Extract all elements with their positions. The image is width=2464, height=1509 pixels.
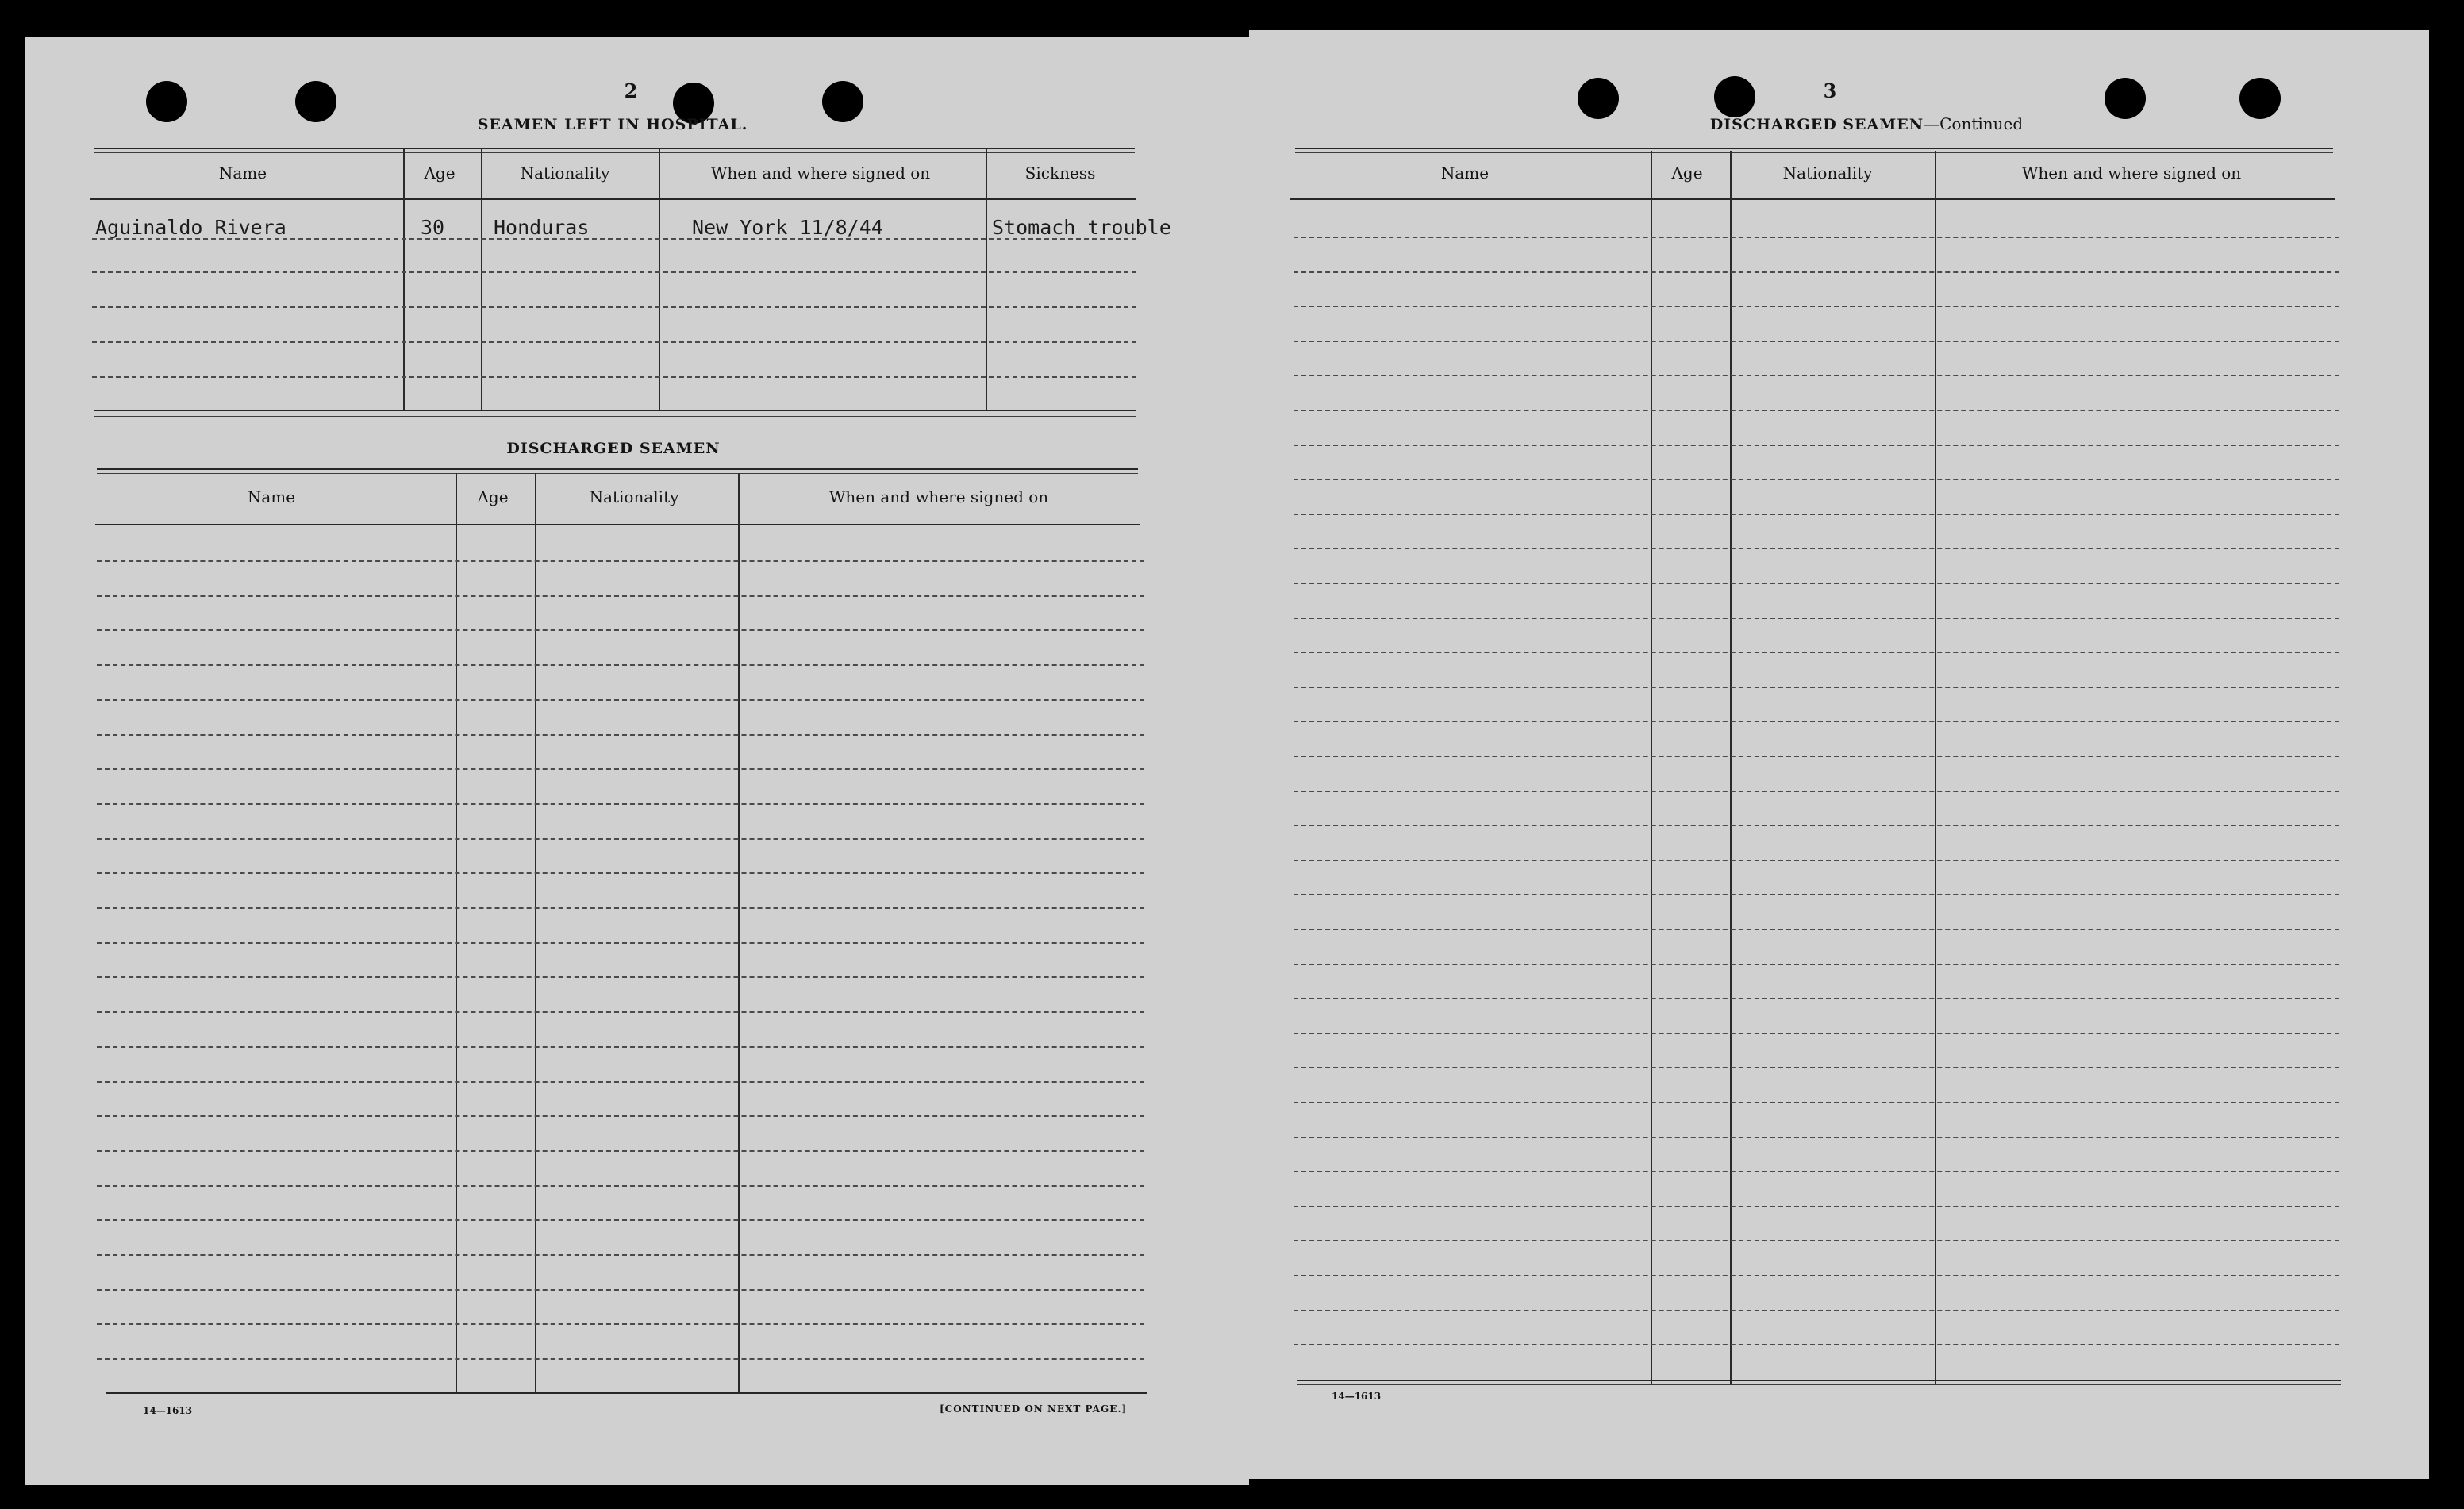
row-rule [92, 341, 1136, 343]
discharged-section-title: DISCHARGED SEAMEN [506, 440, 721, 457]
row-rule [1294, 998, 2339, 999]
row-rule [97, 560, 1144, 562]
row-rule [92, 376, 1136, 378]
row-rule [1294, 894, 2339, 895]
column-header-signed-on: When and where signed on [828, 487, 1049, 506]
row-rule [1294, 479, 2339, 480]
table-top-rule [1295, 148, 2333, 149]
row-rule [1294, 1275, 2339, 1276]
row-rule [1294, 1033, 2339, 1034]
row-rule [97, 664, 1144, 666]
table-top-rule [94, 148, 1135, 149]
table-top-rule [97, 473, 1138, 474]
row-rule [1294, 618, 2339, 619]
title-main: DISCHARGED SEAMEN [1709, 116, 1924, 133]
row-rule [97, 1115, 1144, 1117]
row-rule [1294, 271, 2339, 273]
row-rule [1294, 341, 2339, 342]
row-rule [1294, 548, 2339, 549]
table-bottom-rule [1297, 1380, 2341, 1381]
binder-hole [2239, 78, 2281, 119]
column-divider [659, 149, 660, 411]
column-header-name: Name [218, 164, 267, 183]
row-rule [1294, 1067, 2339, 1068]
page-number: 3 [1823, 79, 1837, 102]
column-divider [481, 149, 482, 411]
row-rule [97, 768, 1144, 770]
column-header-nationality: Nationality [1782, 164, 1873, 183]
row-rule [97, 1081, 1144, 1083]
header-underline [90, 198, 1136, 200]
row-rule [1294, 791, 2339, 792]
seaman-name: Aguinaldo Rivera [95, 216, 286, 239]
row-rule [1294, 237, 2339, 238]
row-rule [1294, 306, 2339, 307]
title-continued: —Continued [1924, 114, 2024, 133]
row-rule [92, 271, 1136, 273]
row-rule [97, 734, 1144, 736]
column-header-signed-on: When and where signed on [2021, 164, 2242, 183]
form-number: 14—1613 [143, 1405, 193, 1416]
row-rule [1294, 721, 2339, 722]
row-rule [97, 629, 1144, 631]
row-rule [97, 1046, 1144, 1048]
column-header-age: Age [477, 487, 509, 506]
table-bottom-rule [1297, 1384, 2341, 1385]
form-number: 14—1613 [1332, 1391, 1382, 1402]
continued-note: [CONTINUED ON NEXT PAGE.] [940, 1403, 1128, 1415]
column-header-nationality: Nationality [520, 164, 610, 183]
right-page [1249, 30, 2429, 1479]
table-bottom-rule [94, 416, 1136, 417]
column-divider [986, 149, 987, 411]
row-rule [97, 1289, 1144, 1291]
binder-hole [2105, 78, 2146, 119]
discharged-continued-title [1710, 114, 2023, 133]
row-rule [1294, 964, 2339, 965]
row-rule [1294, 756, 2339, 757]
row-rule [1294, 583, 2339, 584]
row-rule [1294, 929, 2339, 930]
column-header-nationality: Nationality [589, 487, 679, 506]
row-rule [97, 1185, 1144, 1187]
row-rule [97, 942, 1144, 944]
header-underline [95, 524, 1140, 525]
row-rule [1294, 652, 2339, 653]
column-header-name: Name [247, 487, 296, 506]
row-rule [1294, 1137, 2339, 1138]
row-rule [97, 1150, 1144, 1152]
row-rule [92, 306, 1136, 308]
row-rule [97, 907, 1144, 909]
row-rule [1294, 1310, 2339, 1311]
column-header-age: Age [1671, 164, 1703, 183]
table-top-rule [97, 468, 1138, 470]
row-rule [97, 803, 1144, 805]
table-bottom-rule [94, 410, 1136, 411]
seaman-sickness: Stomach trouble [992, 216, 1171, 239]
column-header-signed-on: When and where signed on [710, 164, 931, 183]
column-divider [1935, 151, 1936, 1384]
row-rule [97, 1323, 1144, 1325]
seaman-signed-on: New York 11/8/44 [692, 216, 883, 239]
row-rule [97, 1254, 1144, 1256]
row-rule [97, 1011, 1144, 1013]
seaman-nationality: Honduras [494, 216, 590, 239]
row-rule [1294, 375, 2339, 376]
page-number: 2 [624, 79, 638, 102]
row-rule [97, 838, 1144, 840]
row-rule [1294, 1344, 2339, 1345]
binder-hole [295, 81, 336, 122]
column-divider [403, 149, 405, 411]
column-header-name: Name [1440, 164, 1490, 183]
hospital-section-title: SEAMEN LEFT IN HOSPITAL. [477, 116, 748, 133]
row-rule [1294, 825, 2339, 826]
row-rule [97, 595, 1144, 597]
row-rule [1294, 514, 2339, 515]
row-rule [92, 238, 1136, 240]
row-rule [97, 976, 1144, 978]
column-header-age: Age [424, 164, 456, 183]
table-top-rule [94, 152, 1135, 153]
column-header-sickness: Sickness [1024, 164, 1096, 183]
seaman-age: 30 [421, 216, 445, 239]
table-top-rule [1295, 152, 2333, 153]
binder-hole [146, 81, 187, 122]
row-rule [1294, 687, 2339, 688]
table-bottom-rule [106, 1392, 1147, 1394]
column-divider [1730, 151, 1732, 1384]
row-rule [1294, 445, 2339, 446]
row-rule [1294, 1102, 2339, 1103]
binder-hole [1578, 78, 1619, 119]
left-page [25, 37, 1249, 1485]
row-rule [1294, 1240, 2339, 1241]
binder-hole [1714, 76, 1755, 117]
row-rule [1294, 410, 2339, 411]
binder-hole [822, 81, 863, 122]
row-rule [1294, 1206, 2339, 1207]
row-rule [97, 699, 1144, 701]
row-rule [97, 1358, 1144, 1360]
row-rule [1294, 860, 2339, 861]
row-rule [97, 1219, 1144, 1221]
row-rule [97, 872, 1144, 874]
row-rule [1294, 1171, 2339, 1172]
header-underline [1290, 198, 2335, 200]
column-divider [1651, 151, 1652, 1384]
